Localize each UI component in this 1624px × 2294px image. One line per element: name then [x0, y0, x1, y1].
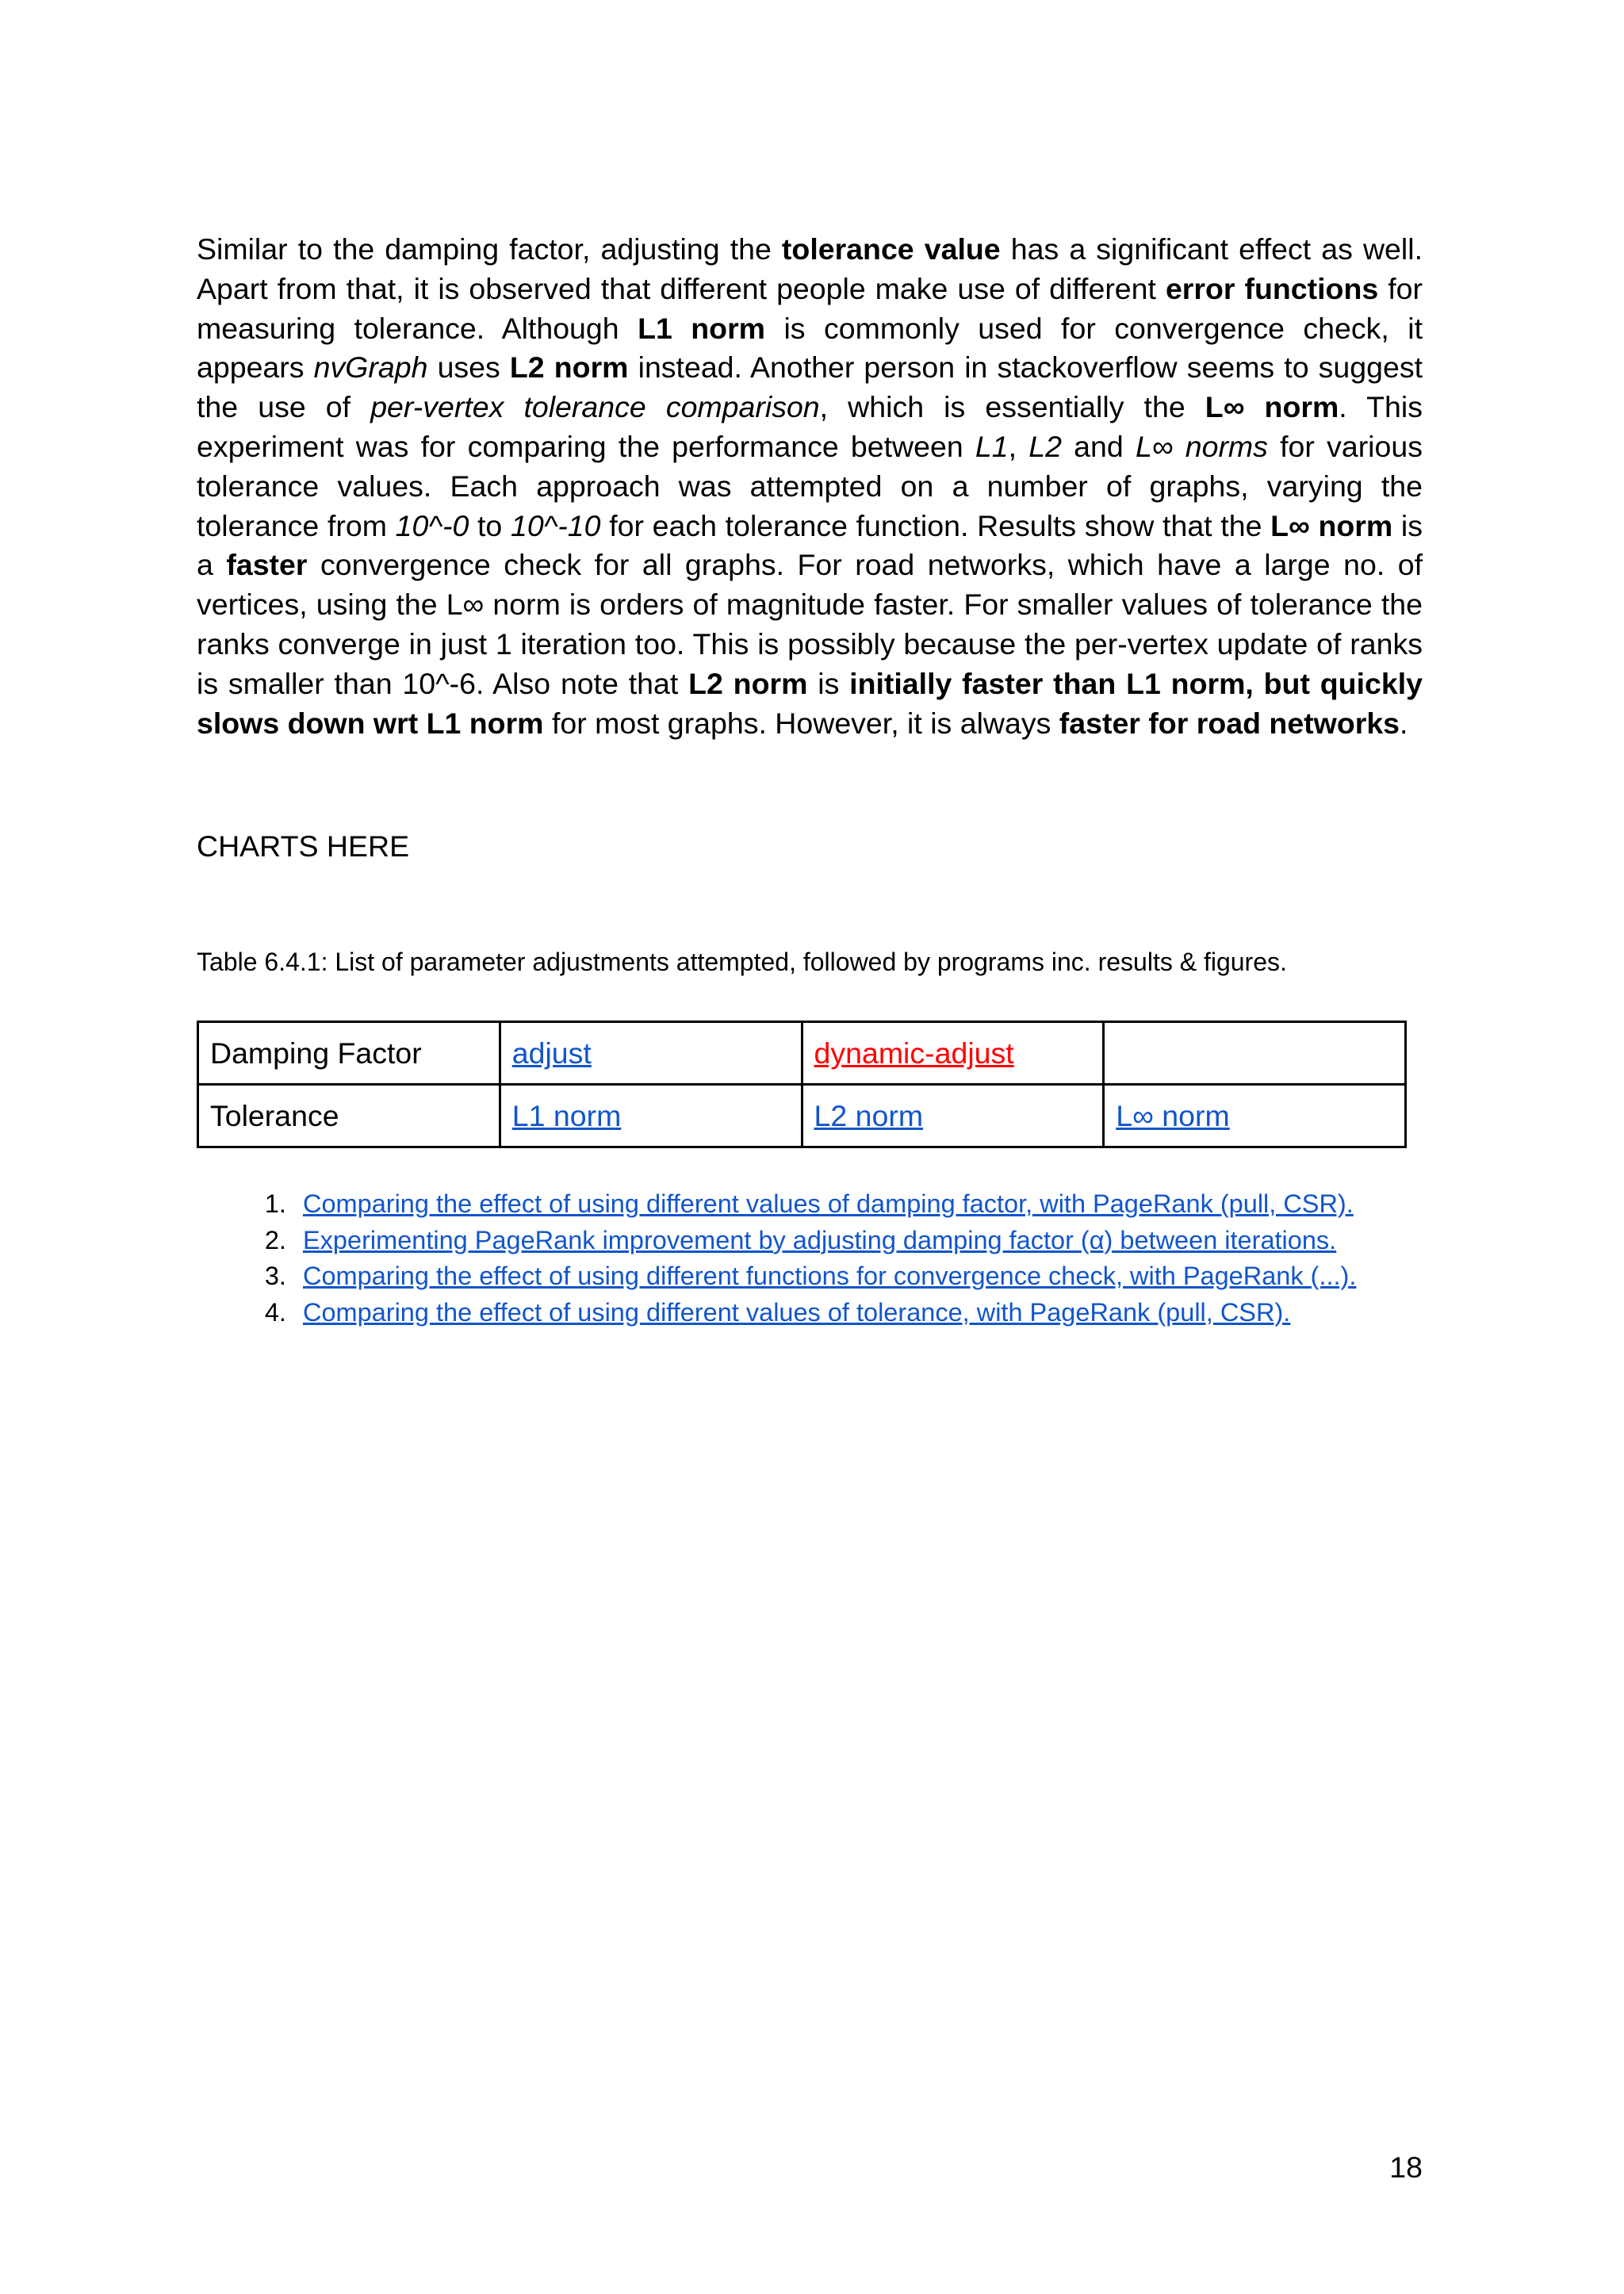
table-cell [802, 1085, 1104, 1147]
text-run: for various tolerance values. Each approach was attempted on a number of graphs, varying the tolerance from [197, 429, 1423, 542]
table-cell [500, 1085, 802, 1147]
bold-term: L1 norm [638, 311, 766, 345]
table-caption: Table 6.4.1: List of parameter adjustments attempted, followed by programs inc. results & figures. [197, 948, 1287, 976]
charts-placeholder: CHARTS HERE [197, 829, 410, 863]
bold-term: initially faster than L1 norm, but quickly slows down wrt L1 norm [197, 666, 1423, 740]
table-cell [802, 1022, 1104, 1085]
adjust-link[interactable]: adjust [511, 1036, 592, 1070]
linf-norm-link[interactable]: L∞ norm [1116, 1099, 1230, 1132]
text-run: and [1061, 429, 1136, 463]
text-run: for most graphs. However, it is always [543, 706, 1059, 740]
l1-norm-link[interactable]: L1 norm [511, 1099, 622, 1132]
italic-term: per-vertex tolerance comparison [370, 390, 820, 424]
table-cell [500, 1022, 802, 1085]
text-run: is [807, 666, 850, 700]
page-number: 18 [1389, 2150, 1423, 2184]
text-run: is commonly used for convergence check, it appears [197, 311, 1423, 385]
text-run: is a [197, 508, 1423, 582]
list-item [293, 1295, 1515, 1331]
bold-term: L∞ norm [1205, 390, 1339, 424]
parameter-table [197, 1021, 1407, 1148]
text-run: Similar to the damping factor, adjusting the [197, 232, 782, 266]
text-run: instead. Another person in stackoverflow seems to suggest the use of [197, 350, 1423, 424]
l2-norm-link[interactable]: L2 norm [814, 1099, 924, 1132]
reference-link[interactable]: Comparing the effect of using different functions for convergence check, with PageRank (...). [303, 1262, 1357, 1290]
text-run: for measuring tolerance. Although [197, 271, 1423, 345]
reference-link[interactable]: Experimenting PageRank improvement by adjusting damping factor (α) between iterations. [303, 1225, 1337, 1254]
row-label-cell: Tolerance [198, 1085, 500, 1147]
italic-term: 10^-10 [510, 508, 601, 542]
bold-term: error functions [1165, 271, 1379, 305]
text-run: . This experiment was for comparing the performance between [197, 390, 1423, 463]
text-run: convergence check for all graphs. For road networks, which have a large no. of vertices, using the L∞ norm is orders of magnitude faster. For smaller values of tolerance the ranks converge in just 1 iteration too. This is possibly because the per-vertex update of ranks is smaller than 10^-6. Also note that [197, 548, 1423, 700]
text-run: to [469, 508, 511, 542]
list-item [293, 1223, 1515, 1259]
body-paragraph [197, 230, 1423, 743]
bold-term: L2 norm [509, 350, 629, 385]
text-run: . [1400, 706, 1408, 740]
text-run: for each tolerance function. Results show that the [600, 508, 1271, 542]
text-run: uses [427, 350, 510, 385]
bold-term: faster [226, 548, 308, 582]
bold-term: faster for road networks [1059, 706, 1400, 740]
text-run: has a significant effect as well. Apart from that, it is observed that different people make use of different [197, 232, 1423, 305]
row-label-cell: Damping Factor [198, 1022, 500, 1085]
italic-term: L1 [975, 429, 1009, 463]
reference-link[interactable]: Comparing the effect of using different values of tolerance, with PageRank (pull, CSR). [303, 1297, 1291, 1327]
text-run: , [1008, 429, 1029, 463]
bold-term: L∞ norm [1270, 508, 1393, 542]
table-row-damping-factor [198, 1022, 1406, 1085]
table-cell [1104, 1085, 1406, 1147]
italic-term: 10^-0 [395, 508, 469, 542]
bold-term: L2 norm [688, 666, 808, 700]
italic-term: L2 [1028, 429, 1062, 463]
bold-term: tolerance value [781, 232, 1001, 266]
text-run: , which is essentially the [819, 390, 1205, 424]
italic-term: nvGraph [313, 350, 428, 385]
list-item [293, 1186, 1515, 1223]
table-row-tolerance [198, 1085, 1406, 1147]
reference-link[interactable]: Comparing the effect of using different values of damping factor, with PageRank (pull, CSR). [303, 1189, 1354, 1218]
empty-cell [1104, 1022, 1406, 1085]
italic-term: L∞ norms [1135, 429, 1268, 463]
dynamic-adjust-link[interactable]: dynamic-adjust [814, 1036, 1014, 1070]
reference-list [197, 1186, 1515, 1331]
list-item [293, 1258, 1515, 1295]
